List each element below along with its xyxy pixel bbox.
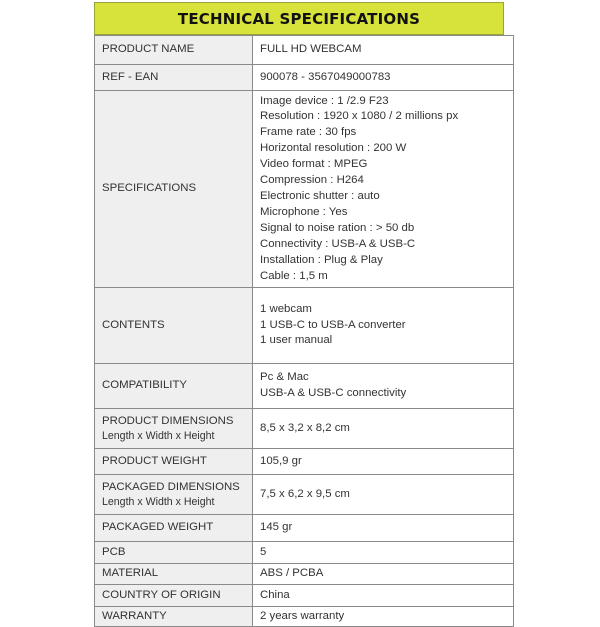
spec-label: CONTENTS: [102, 318, 165, 331]
page-title: TECHNICAL SPECIFICATIONS: [177, 9, 421, 28]
spec-value-cell: [253, 91, 514, 288]
spec-value: 5: [260, 545, 267, 558]
spec-value-cell: [253, 65, 514, 91]
spec-label: WARRANTY: [102, 609, 167, 622]
spec-value-cell: [253, 364, 514, 409]
spec-label-cell: [95, 585, 253, 607]
spec-label-cell: [95, 65, 253, 91]
spec-value: 2 years warranty: [260, 609, 345, 622]
spec-sublabel: Length x Width x Height: [102, 496, 215, 509]
spec-value: China: [260, 588, 290, 601]
spec-label-cell: [95, 515, 253, 542]
spec-value: 1 webcam: [260, 302, 312, 315]
table-row: [95, 409, 514, 449]
spec-label: MATERIAL: [102, 567, 159, 580]
spec-value-cell: [253, 542, 514, 564]
spec-value: 145 gr: [260, 521, 293, 534]
spec-label-cell: [95, 91, 253, 288]
spec-value: 1 user manual: [260, 334, 333, 347]
spec-value: Microphone : Yes: [260, 205, 348, 218]
spec-label-cell: [95, 564, 253, 585]
table-row: [95, 585, 514, 607]
table-row: [95, 449, 514, 475]
table-row: [95, 515, 514, 542]
spec-value: 7,5 x 6,2 x 9,5 cm: [260, 487, 350, 500]
spec-value: Installation : Plug & Play: [260, 253, 383, 266]
spec-label: PCB: [102, 545, 126, 558]
spec-value-cell: [253, 288, 514, 364]
table-row: [95, 364, 514, 409]
spec-value: Pc & Mac: [260, 371, 309, 384]
spec-label-cell: [95, 288, 253, 364]
spec-label-cell: [95, 36, 253, 65]
title-banner: [94, 2, 504, 35]
table-row: [95, 91, 514, 288]
spec-label-cell: [95, 364, 253, 409]
spec-value: 900078 - 3567049000783: [260, 70, 391, 83]
spec-value-cell: [253, 449, 514, 475]
spec-value: Resolution : 1920 x 1080 / 2 millions px: [260, 110, 459, 123]
spec-value: USB-A & USB-C connectivity: [260, 387, 407, 399]
spec-label: PRODUCT WEIGHT: [102, 454, 207, 467]
spec-value: ABS / PCBA: [260, 567, 324, 580]
spec-label: PRODUCT DIMENSIONS: [102, 414, 234, 427]
spec-value: 1 USB-C to USB-A converter: [260, 318, 406, 331]
spec-label-cell: [95, 607, 253, 627]
spec-label: COUNTRY OF ORIGIN: [102, 588, 221, 601]
spec-value: Image device : 1 /2.9 F23: [260, 94, 389, 107]
spec-value: Connectivity : USB-A & USB-C: [260, 237, 416, 250]
table-row: [95, 288, 514, 364]
table-row: [95, 564, 514, 585]
spec-value: 105,9 gr: [260, 454, 302, 467]
spec-value: Electronic shutter : auto: [260, 190, 380, 202]
spec-table: [94, 35, 514, 627]
spec-label: PRODUCT NAME: [102, 43, 195, 56]
spec-label: REF - EAN: [102, 70, 159, 83]
spec-label-cell: [95, 409, 253, 449]
spec-sublabel: Length x Width x Height: [102, 430, 215, 443]
spec-value: Frame rate : 30 fps: [260, 126, 357, 139]
spec-value: Compression : H264: [260, 174, 364, 187]
spec-value-cell: [253, 409, 514, 449]
spec-value: Signal to noise ration : > 50 db: [260, 221, 415, 234]
spec-value: Horizontal resolution : 200 W: [260, 142, 407, 155]
spec-label: PACKAGED DIMENSIONS: [102, 480, 240, 493]
table-row: [95, 542, 514, 564]
spec-label-cell: [95, 449, 253, 475]
table-row: [95, 607, 514, 627]
spec-value-cell: [253, 564, 514, 585]
spec-value: 8,5 x 3,2 x 8,2 cm: [260, 421, 350, 434]
table-row: [95, 65, 514, 91]
table-row: [95, 36, 514, 65]
spec-label: COMPATIBILITY: [102, 379, 188, 392]
spec-label-cell: [95, 542, 253, 564]
spec-label: SPECIFICATIONS: [102, 182, 197, 195]
spec-value-cell: [253, 585, 514, 607]
spec-label: PACKAGED WEIGHT: [102, 521, 214, 534]
spec-label-cell: [95, 475, 253, 515]
spec-value-cell: [253, 475, 514, 515]
spec-value: Video format : MPEG: [260, 158, 368, 171]
spec-value-cell: [253, 515, 514, 542]
spec-value-cell: [253, 607, 514, 627]
spec-sheet: [94, 2, 504, 622]
spec-value-cell: [253, 36, 514, 65]
spec-value: FULL HD WEBCAM: [260, 43, 362, 56]
table-row: [95, 475, 514, 515]
spec-value: Cable : 1,5 m: [260, 269, 328, 282]
